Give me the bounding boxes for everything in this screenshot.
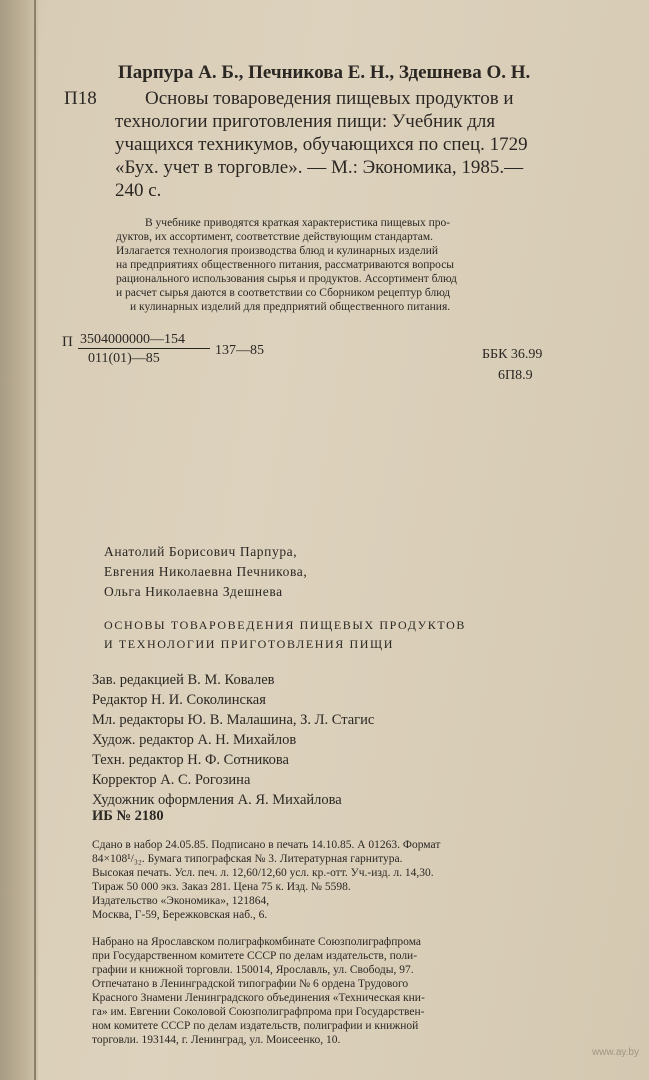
title-line-1: Основы товароведения пищевых продуктов и [145, 88, 514, 109]
class-suffix: 137—85 [215, 343, 264, 358]
print-info-5: Издательство «Экономика», 121864, [92, 895, 270, 907]
book-title-caps-1: ОСНОВЫ ТОВАРОВЕДЕНИЯ ПИЩЕВЫХ ПРОДУКТОВ [104, 618, 466, 632]
editor-line-5: Техн. редактор Н. Ф. Сотникова [92, 752, 289, 768]
editor-line-4: Худож. редактор А. Н. Михайлов [92, 732, 297, 748]
print-info-4: Тираж 50 000 экз. Заказ 281. Цена 75 к. Изд. № 5598. [92, 881, 351, 893]
abstract-line-1: В учебнике приводятся краткая характеристика пищевых про- [145, 217, 451, 229]
editor-line-1: Зав. редакцией В. М. Ковалев [92, 672, 275, 688]
editor-line-3: Мл. редакторы Ю. В. Малашина, З. Л. Стагис [92, 712, 375, 728]
abstract-line-5: рационального использования сырья и продуктов. Ассортимент блюд [116, 273, 457, 285]
title-line-4: «Бух. учет в торговле». — М.: Экономика, 1985.— [115, 157, 524, 178]
print-info-3: Высокая печать. Усл. печ. л. 12,60/12,60 усл. кр.-отт. Уч.-изд. л. 14,30. [92, 867, 434, 879]
typeset-2: при Государственном комитете СССР по делам издательств, поли- [92, 950, 418, 962]
abstract-line-2: дуктов, их ассортимент, соответствие действующим стандартам. [116, 231, 433, 243]
full-author-3: Ольга Николаевна Здешнева [104, 584, 283, 599]
spine-edge [34, 0, 36, 1080]
book-title-caps-2: И ТЕХНОЛОГИИ ПРИГОТОВЛЕНИЯ ПИЩИ [104, 637, 395, 651]
editor-line-2: Редактор Н. И. Соколинская [92, 692, 266, 708]
authors-heading: Парпура А. Б., Печникова Е. Н., Здешнева О. Н. [118, 62, 531, 83]
ib-number: ИБ № 2180 [92, 808, 164, 824]
typeset-4: Отпечатано в Ленинградской типографии № 6 ордена Трудового [92, 978, 409, 990]
print-info-1: Сдано в набор 24.05.85. Подписано в печать 14.10.85. А 01263. Формат [92, 839, 441, 851]
class-denominator: 011(01)—85 [88, 351, 160, 366]
abstract-line-6: и расчет сырья даются в соответствии со Сборником рецептур блюд [116, 287, 451, 299]
bbk-code: ББК 36.99 [482, 347, 543, 362]
bbk-subcode: 6П8.9 [498, 368, 533, 383]
fraction-bar [78, 348, 210, 349]
title-line-2: технологии приготовления пищи: Учебник для [115, 111, 496, 132]
typeset-1: Набрано на Ярославском полиграфкомбинате Союзполиграфпрома [92, 936, 421, 948]
class-prefix: П [62, 334, 73, 350]
full-author-1: Анатолий Борисович Парпура, [104, 544, 298, 559]
book-spine [0, 0, 38, 1080]
print-info-6: Москва, Г-59, Бережковская наб., 6. [92, 909, 268, 921]
class-numerator: 3504000000—154 [80, 332, 185, 347]
site-watermark: www.ay.by [591, 1047, 639, 1058]
abstract-line-7: и кулинарных изделий для предприятий общественного питания. [130, 301, 451, 313]
editor-line-7: Художник оформления А. Я. Михайлова [92, 792, 342, 808]
typeset-8: торговли. 193144, г. Ленинград, ул. Моисеенко, 10. [92, 1034, 341, 1046]
typeset-7: ном комитете СССР по делам издательств, полиграфии и книжной [92, 1020, 419, 1032]
typeset-6: га» им. Евгении Соколовой Союзполиграфпрома при Государствен- [92, 1006, 425, 1018]
abstract-line-3: Излагается технология производства блюд и кулинарных изделий [116, 245, 439, 257]
title-line-5: 240 с. [115, 180, 162, 201]
print-info-2: 84×108¹/₃₂. Бумага типографская № 3. Литературная гарнитура. [92, 853, 403, 865]
abstract-line-4: на предприятиях общественного питания, рассматриваются вопросы [116, 259, 455, 271]
editor-line-6: Корректор А. С. Рогозина [92, 772, 251, 788]
catalog-code: П18 [64, 88, 97, 109]
title-line-3: учащихся техникумов, обучающихся по спец. 1729 [115, 134, 528, 155]
full-author-2: Евгения Николаевна Печникова, [104, 564, 308, 579]
typeset-5: Красного Знамени Ленинградского объединения «Техническая кни- [92, 992, 425, 1004]
typeset-3: графии и книжной торговли. 150014, Ярославль, ул. Свободы, 97. [92, 964, 414, 976]
